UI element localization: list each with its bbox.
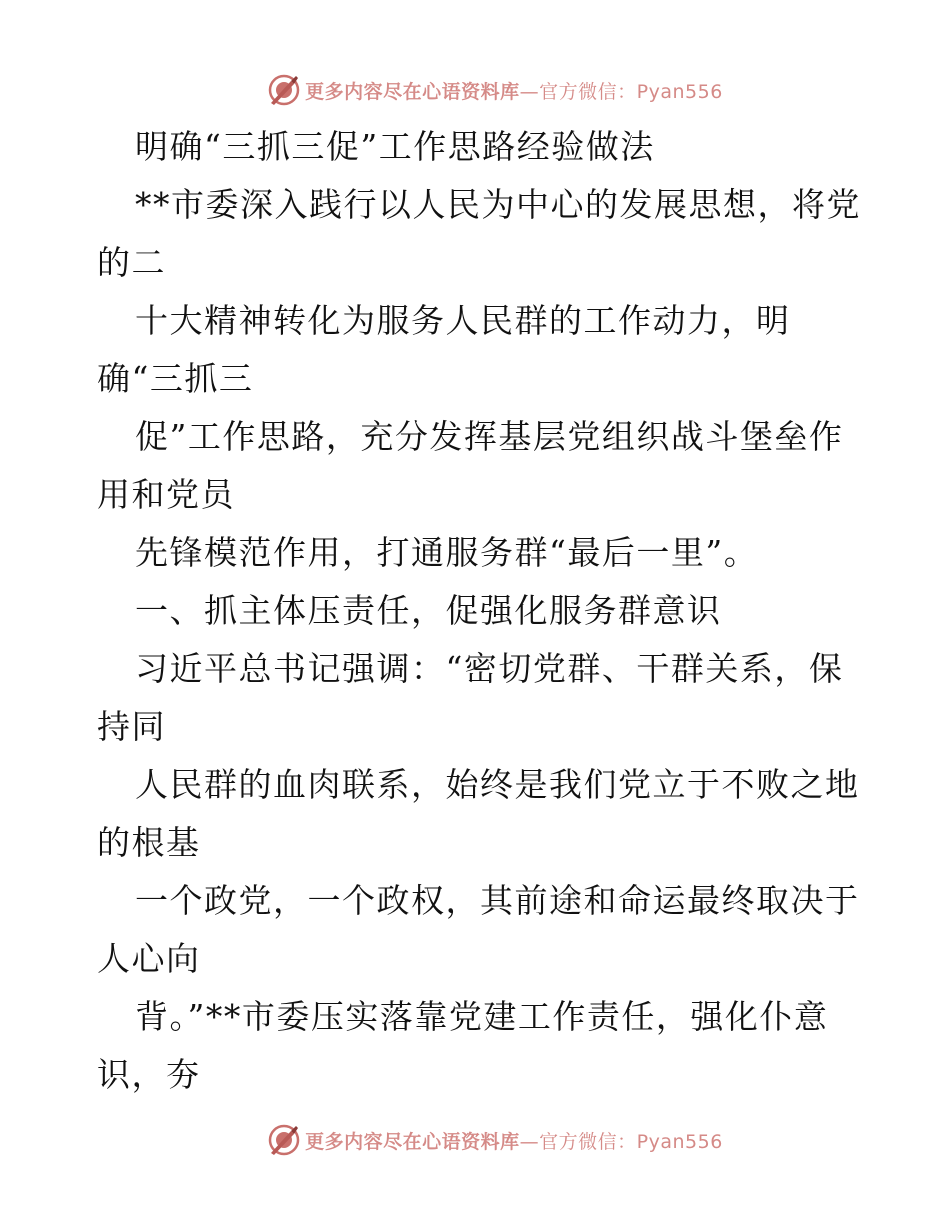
document-line: 明确“三抓三促”工作思路经验做法 (135, 127, 655, 166)
watermark-text: 更多内容尽在心语资料库—官方微信：Pyan556 (305, 80, 723, 103)
document-line: 用和党员 (97, 475, 235, 514)
document-line: 背。”**市委压实落靠党建工作责任，强化仆意 (135, 997, 829, 1036)
document-body (97, 118, 861, 1104)
document-line: 一个政党，一个政权，其前途和命运最终取决于 (135, 881, 860, 920)
document-line: 的根基 (97, 823, 201, 862)
watermark-text: 更多内容尽在心语资料库—官方微信：Pyan556 (305, 1130, 723, 1153)
watermark-banner-top (0, 70, 950, 110)
document-line: 人民群的血肉联系，始终是我们党立于不败之地 (135, 765, 860, 804)
document-line: 确“三抓三 (97, 359, 254, 398)
document-line: 的二 (97, 243, 166, 282)
pen-logo-icon (267, 1123, 301, 1157)
watermark-banner-bottom (0, 1120, 950, 1160)
document-line: **市委深入践行以人民为中心的发展思想，将党 (135, 185, 861, 224)
document-line: 十大精神转化为服务人民群的工作动力，明 (135, 301, 791, 340)
document-line: 先锋模范作用，打通服务群“最后一里”。 (135, 533, 759, 572)
document-line: 人心向 (97, 939, 201, 978)
document-line: 持同 (97, 707, 166, 746)
pen-logo-icon (267, 73, 301, 107)
document-line: 促”工作思路，充分发挥基层党组织战斗堡垒作 (135, 417, 844, 456)
document-line: 习近平总书记强调：“密切党群、干群关系，保 (135, 649, 844, 688)
document-line: 识，夯 (97, 1055, 201, 1094)
document-line: 一、抓主体压责任，促强化服务群意识 (135, 591, 722, 630)
